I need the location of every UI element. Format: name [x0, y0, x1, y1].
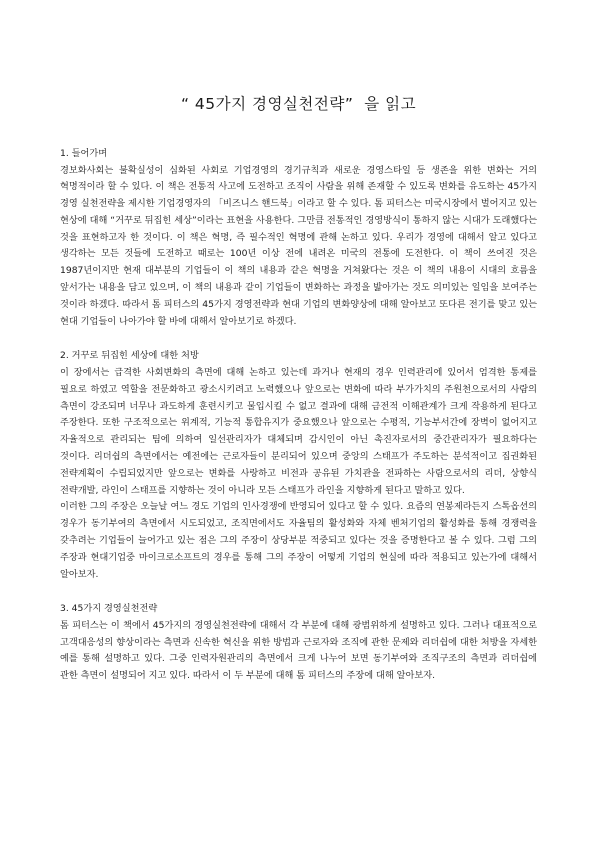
section-paragraph: 톰 피터스는 이 책에서 45가지의 경영실천전략에 대해서 각 부분에 대해 광범위하게 설명하고 있다. 그러나 대표적으로 고객대응성의 향상이라는 측면과 신속한 혁신을 위한 방법과 근로자와 조직에 관한 문제와 리더쉽에 대한 처방을 자세한 예를 통해 설명하고 있다. 그중 인력자원관리의 측면에서 크게 나누어 보면 동기부여와 조직구조의 측면과 리더쉽에 관한 측면이 설명되어 지고 있다. 따라서 이 두 부분에 대해 톰 피터스의 주장에 대해 알아보자. [60, 619, 537, 682]
section-paragraph: 경보화사회는 불확실성이 심화된 사회로 기업경영의 경기규칙과 새로운 경영스타일 등 생존을 위한 변화는 거의 혁명적이라 할 수 있다. 이 책은 전통적 사고에 도전하고 조직이 사람을 위해 존재할 수 있도록 변화를 유도하는 45가지 경영 실천전략을 제시한 기업경영자의 「비즈니스 핸드북」이라고 할 수 있다. 톰 피터스는 미국시장에서 벌어지고 있는 현상에 대해 “거꾸로 뒤집힌 세상”이라는 표현을 사용한다. 그만큼 전통적인 경영방식이 통하지 않는 시대가 도래했다는 것을 표현하고자 한 것이다. 이 책은 혁명, 즉 필수적인 혁명에 관해 논하고 있다. 우리가 경영에 대해서 알고 있다고 생각하는 모든 것들에 도전하고 때로는 100년 이상 전에 내려온 미국의 전통에 도전한다. 이 책이 쓰여진 것은 1987년이지만 현재 대부분의 기업들이 이 책의 내용과 같은 혁명을 거쳐왔다는 것은 이 책의 내용이 시대의 흐름을 앞서가는 내용을 담고 있으며, 이 책의 내용과 같이 기업들이 변화하는 과정을 밟아가는 것도 의미있는 일임을 보여주는 것이라 하겠다. 따라서 톰 피터스의 45가지 경영전략과 현대 기업의 변화양상에 대해 알아보고 또다른 전기를 맞고 있는 현대 기업들이 나아가야 할 바에 대해서 알아보기로 하겠다. [60, 164, 537, 327]
section-paragraph: 이러한 그의 주장은 오늘날 여느 경도 기업의 인사경쟁에 반영되어 있다고 할 수 있다. 요즘의 연봉제라든지 스톡옵션의 경우가 동기부여의 측면에서 시도되었고, 조직면에서도 자율팀의 활성화와 자체 벤처기업의 활성화를 통해 경쟁력을 갖추려는 기업들이 늘어가고 있는 점은 그의 주장이 상당부분 적중되고 있다는 것을 증명한다고 볼 수 있다. 그럼 그의 주장과 현대기업중 마이크로소프트의 경우를 통해 그의 주장이 어떻게 기업의 현실에 따라 적용되고 있는가에 대해서 알아보자. [60, 501, 537, 580]
section-introduction [60, 146, 537, 330]
section-strategies [60, 601, 537, 685]
section-heading: 3. 45가지 경영실천전략 [60, 603, 158, 615]
section-paragraph: 이 장에서는 급격한 사회변화의 측면에 대해 논하고 있는데 과거나 현재의 경우 인력관리에 있어서 엄격한 통제를 필요로 하였고 역할을 전문화하고 광소시키려고 노력했으나 앞으로는 변화에 따라 부가가치의 주원천으로서의 사람의 측면이 강조되며 너무나 과도하게 훈련시키고 물입시킬 수 없고 결과에 대해 금전적 이해관계가 크게 작용하게 된다고 주장한다. 또한 구조적으로는 위계적, 기능적 통합유지가 중요했으나 앞으로는 수평적, 기능부서간에 장벽이 없어지고 자율적으로 관리되는 팀에 의하여 일선관리자가 대체되며 감시인이 아닌 촉진자로서의 중간관리자가 필요하다는 것이다. 리더쉽의 측면에서는 예전에는 근로자들이 분리되어 있으며 중앙의 스태프가 주도하는 분석적이고 집권화된 전략계획이 수립되었지만 앞으로는 변화를 사랑하고 비전과 공유된 가치관을 전파하는 사람으로서의 리더, 상향식 전략개발, 라인이 스태프를 지향하는 것이 아니라 모든 스태프가 라인을 지향하게 된다고 말하고 있다. [60, 366, 537, 496]
section-heading: 1. 들어가며 [60, 148, 108, 159]
document-title: “ 45가지 경영실천전략” 을 읽고 [180, 95, 417, 113]
section-heading: 2. 거꾸로 뒤집힌 세상에 대한 처방 [60, 350, 199, 362]
section-prescription [60, 348, 537, 583]
